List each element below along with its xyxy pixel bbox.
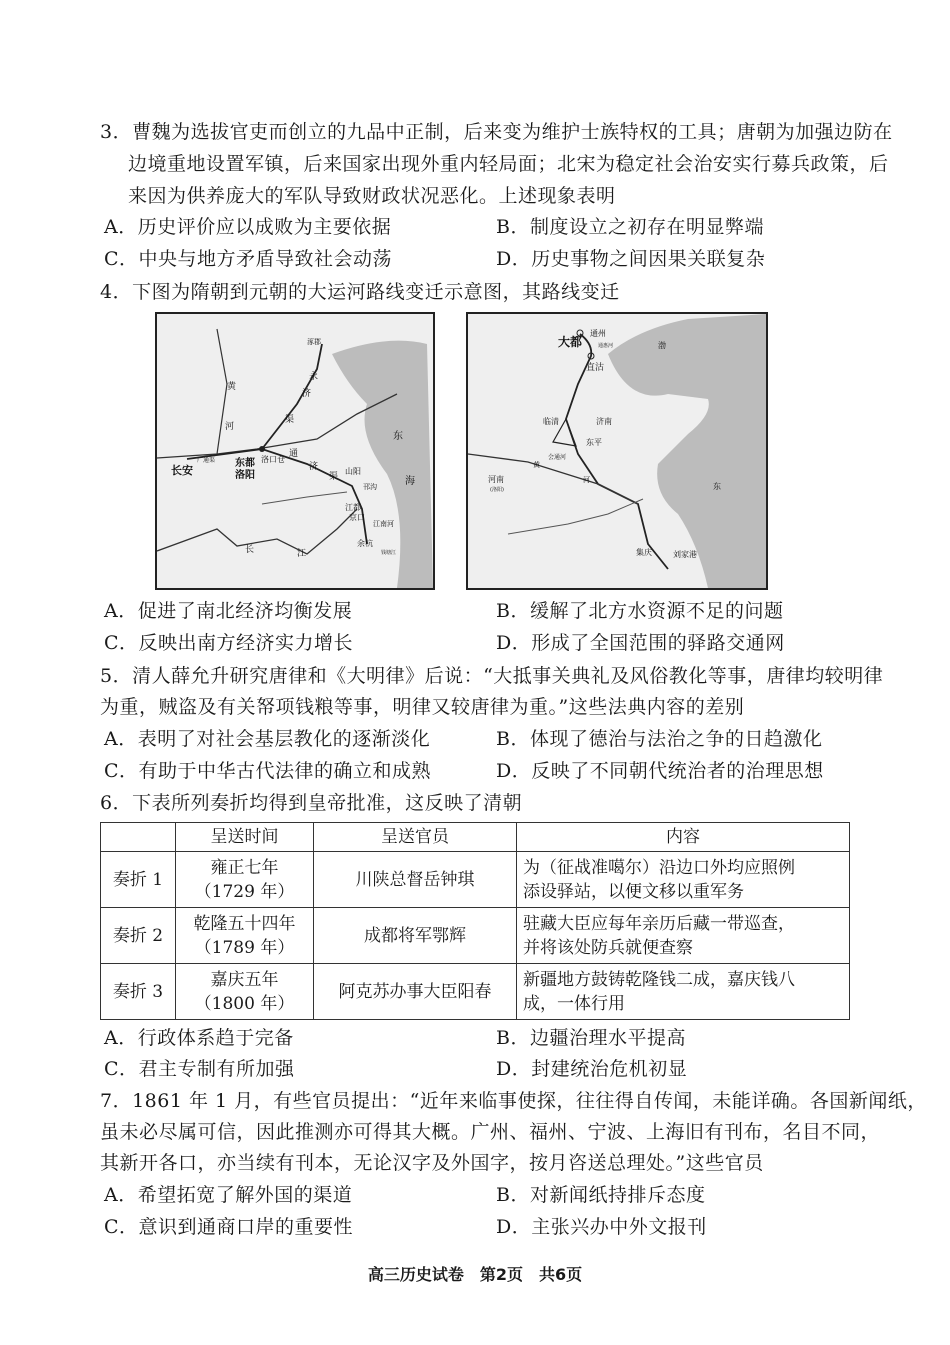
content-line: 并将该处防兵就便查察 [523,937,693,958]
map-label: 临清 [543,417,559,426]
option-a: A．行政体系趋于完备 [104,1027,294,1049]
question-3-stem-line: 3．曹魏为选拔官吏而创立的九品中正制，后来变为维护士族特权的工具；唐朝为加强边防在 [100,121,893,143]
memorial-name: 奏折 2 [101,908,176,964]
map-label: 涿郡 [307,338,321,346]
option-a: A．历史评价应以成败为主要依据 [104,216,392,238]
submit-time [176,852,314,908]
table-row [101,908,850,964]
map-label: 东都 [235,458,255,469]
page-footer: 高三历史试卷 第2页 共6页 [367,1265,583,1284]
content [517,908,850,964]
sui-canal-map-drawing [157,314,433,588]
option-b: B．对新闻纸持排斥态度 [496,1184,706,1206]
map-label: 黄 [533,461,540,469]
content-line: 成，一体行用 [523,993,625,1014]
map-label: 河 [583,476,590,484]
map-label: 直沽 [586,363,605,373]
option-a: A．促进了南北经济均衡发展 [104,600,353,622]
map-label: 渠 [329,472,339,482]
map-label: 通州 [590,329,606,338]
submit-time [176,964,314,1020]
submit-time-year: （1800 年） [194,993,295,1014]
map-label: 济南 [596,417,612,426]
content-line: 为（征战准噶尔）沿边口外均应照例 [523,857,795,878]
question-7-stem-line: 7．1861 年 1 月，有些官员提出：“近年来临事使探，往往得自传闻，未能详确。各国新闻纸， [100,1090,927,1112]
option-c: C．中央与地方矛盾导致社会动荡 [104,248,393,270]
map-label: 河南 [488,475,504,484]
official: 川陕总督岳钟琪 [314,852,517,908]
content [517,852,850,908]
map-label: 永 [309,372,319,382]
content [517,964,850,1020]
map-label: 长 [245,545,255,555]
option-a: A．表明了对社会基层教化的逐渐淡化 [104,728,431,750]
yuan-canal-map [466,312,768,590]
yuan-canal-map-drawing [468,314,766,588]
map-label: 东 [713,482,721,491]
yellow-river [157,394,397,458]
option-c: C．意识到通商口岸的重要性 [104,1216,354,1238]
map-label: 大都 [558,335,583,349]
option-c: C．君主专制有所加强 [104,1058,295,1080]
map-label: 渠 [285,415,295,425]
map-label: 山阳 [345,467,361,476]
map-label: 洛口仓 [261,455,285,464]
question-6-stem: 6．下表所列奏折均得到皇帝批准，这反映了清朝 [100,792,523,814]
question-5-stem-line: 为重，贼盗及有关帑项钱粮等事，明律又较唐律为重。”这些法典内容的差别 [100,696,745,718]
map-label: (洛阳) [490,487,504,493]
map-label: 河 [225,422,235,432]
option-b: B．制度设立之初存在明显弊端 [496,216,764,238]
map-label: 江 [297,549,307,559]
map-label: 余杭 [357,539,373,548]
question-5-stem-line: 5．清人薛允升研究唐律和《大明律》后说：“大抵事关典礼及风俗教化等事，唐律均较明律 [100,665,884,687]
question-3-stem-line: 来因为供养庞大的军队导致财政状况恶化。上述现象表明 [128,185,616,207]
table-header: 呈送官员 [314,823,517,852]
question-7-stem-line: 其新开各口，亦当续有刊本，无论汉字及外国字，按月咨送总理处。”这些官员 [100,1152,764,1174]
river [217,329,227,454]
map-label: 京口 [349,513,365,522]
content-line: 添设驿站，以便文移以重军务 [523,881,744,902]
yongji-canal [262,344,322,449]
option-d: D．反映了不同朝代统治者的治理思想 [496,760,824,782]
question-7-stem-line: 虽未必尽属可信，因此推测亦可得其大概。广州、福州、宁波、上海旧有刊布，名目不同， [100,1121,881,1143]
memorial-name: 奏折 1 [101,852,176,908]
map-label: 通 [289,449,299,459]
content-line: 驻藏大臣应每年亲历后藏一带巡查， [523,913,795,934]
option-d: D．形成了全国范围的驿路交通网 [496,632,785,654]
submit-time-era: 雍正七年 [210,857,279,878]
option-d: D．封建统治危机初显 [496,1058,688,1080]
official: 阿克苏办事大臣阳春 [314,964,517,1020]
option-c: C．有助于中华古代法律的确立和成熟 [104,760,432,782]
official: 成都将军鄂辉 [314,908,517,964]
table-row [101,852,850,908]
submit-time-year: （1729 年） [194,881,295,902]
table-header: 内容 [517,823,850,852]
option-b: B．边疆治理水平提高 [496,1027,686,1049]
map-label: 集庆 [636,548,652,557]
submit-time-year: （1789 年） [194,937,295,958]
map-label: 海 [405,476,415,487]
map-label: 渤 [658,341,666,350]
map-label: 洛阳 [235,470,255,481]
table-header: 呈送时间 [176,823,314,852]
option-b: B．体现了德治与法治之争的日趋激化 [496,728,823,750]
yangtze-river [157,509,357,554]
map-label: 济 [309,462,319,472]
sui-canal-map [155,312,435,590]
option-a: A．希望拓宽了解外国的渠道 [104,1184,353,1206]
map-label: 通惠河 [598,343,614,349]
table-header [101,823,176,852]
map-label: 长安 [171,464,193,477]
map-label: 东平 [586,438,602,447]
option-d: D．主张兴办中外文报刊 [496,1216,707,1238]
huai-river [262,492,347,504]
sea-area [608,314,766,588]
map-label: 钱塘江 [381,550,397,556]
table-header-row [101,823,850,852]
city-marker [259,446,265,452]
map-label: 黄 [227,382,237,392]
memorial-table [100,822,850,1020]
map-label: 济 [302,389,312,399]
map-label: 会通河 [548,454,567,461]
question-3-stem-line: 边境重地设置军镇，后来国家出现外重内轻局面；北宋为稳定社会治安实行募兵政策，后 [128,153,889,175]
table-row [101,964,850,1020]
submit-time [176,908,314,964]
question-4-stem: 4．下图为隋朝到元朝的大运河路线变迁示意图，其路线变迁 [100,281,620,303]
option-b: B．缓解了北方水资源不足的问题 [496,600,784,622]
submit-time-era: 乾隆五十四年 [193,913,296,934]
map-label: 江南河 [373,520,394,528]
option-d: D．历史事物之间因果关联复杂 [496,248,766,270]
map-label: 广通渠 [197,457,216,464]
content-line: 新疆地方鼓铸乾隆钱二成，嘉庆钱八 [523,969,795,990]
map-label: 江都 [345,503,361,512]
submit-time-era: 嘉庆五年 [210,969,279,990]
map-label: 刘家港 [673,550,697,559]
memorial-name: 奏折 3 [101,964,176,1020]
map-label: 邗沟 [363,483,377,491]
huai-river [508,499,643,534]
map-label: 东 [393,431,403,442]
option-c: C．反映出南方经济实力增长 [104,632,354,654]
